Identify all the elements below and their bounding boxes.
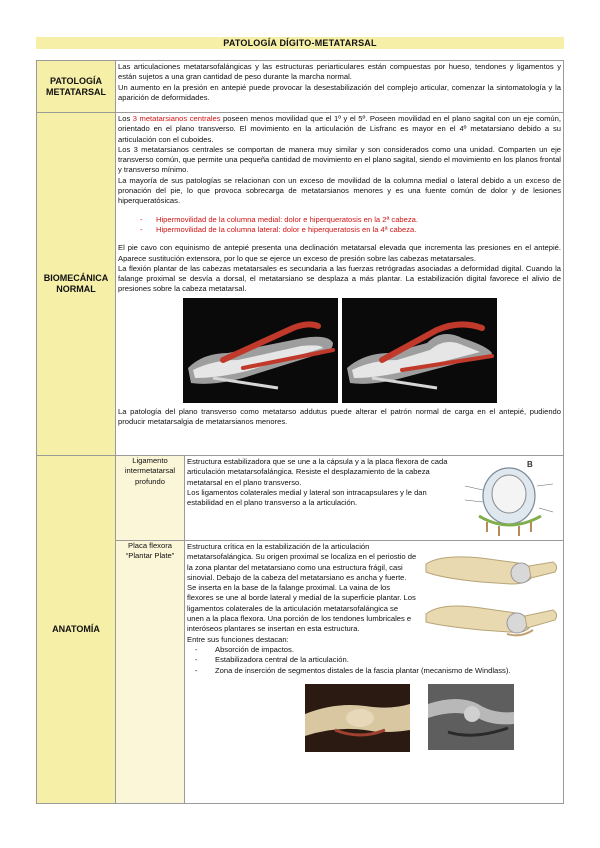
functions-list xyxy=(187,645,561,676)
figure-letter: B xyxy=(527,460,533,469)
list-item: - Zona de inserción de segmentos distales de la fascia plantar (mecanismo de Windlass). xyxy=(209,666,561,676)
paragraph: El pie cavo con equinismo de antepié presenta una declinación metatarsal elevada que incrementa las presiones en el antepié. Aparece sustitución extensora, por lo que se ejerce un exceso de presión sobre las cabezas metatarsales. xyxy=(118,243,561,263)
list-item: - Hipermovilidad de la columna medial: dolor e hiperqueratosis en la 2ª cabeza. xyxy=(156,215,561,225)
page-title: PATOLOGÍA DÍGITO-METATARSAL xyxy=(36,37,564,49)
paragraph: Los 3 metatarsianos centrales se comportan de manera muy similar y son considerados como una unidad. Comparten un eje transverso común, que permite una pequeña cantidad de movimiento en el plano sagital, siendo el movimiento en los planos frontal y transverso mínimo. xyxy=(118,144,561,175)
paragraph: Las articulaciones metatarsofalángicas y las estructuras periarticulares están compuestas por hueso, tendones y ligamentos y están sujetos a una gran cantidad de peso durante la marcha normal. xyxy=(118,62,561,82)
row-biomecanica xyxy=(37,113,564,456)
red-list xyxy=(118,215,561,236)
sub-label-placa: Placa flexora “Plantar Plate” xyxy=(116,541,185,804)
subrow-placa xyxy=(116,541,563,804)
row-content-anatomia xyxy=(116,456,564,804)
anatomia-subtable xyxy=(116,456,563,803)
mri-image xyxy=(428,684,514,750)
row-content-patologia xyxy=(116,61,564,113)
sub-content-placa xyxy=(185,541,564,804)
subrow-ligamento xyxy=(116,456,563,541)
list-item: - Hipermovilidad de la columna lateral: dolor e hiperqueratosis en la 4ª cabeza. xyxy=(156,225,561,235)
ligament-figure xyxy=(457,456,557,538)
paragraph: Estructura estabilizadora que se une a la cápsula y a la placa flexora de cada articulación metatarsofalángica. Resiste el desplazamiento de la cabeza metatarsal en el plano transverso. xyxy=(187,457,448,487)
highlight-text: 3 metatarsianos centrales xyxy=(132,114,221,123)
row-anatomia xyxy=(37,456,564,804)
paragraph: Los 3 metatarsianos centrales poseen menos movilidad que el 1º y el 5º. Poseen movilidad en el plano sagital con un eje común, orientado en el plano transverso. El movimiento en la articulación de Lisfranc es mayor en el 4º metatarsiano debido a su articulación con el cuboides. xyxy=(118,114,561,144)
content-table xyxy=(36,60,564,804)
anatomy-photos xyxy=(305,684,561,752)
paragraph: La mayoría de sus patologías se relacionan con un exceso de movilidad de la columna medial o lateral debido a un exceso de pronación del pie, lo que provoca sobrecarga de metatarsianos menores y es una fuente común de dolor y de lesiones hiperqueratósicas. xyxy=(118,175,561,206)
paragraph: La patología del plano transverso como metatarso addutus puede alterar el patrón normal de carga en el antepié, pudiendo producir metatarsalgia de metatarsianos menores. xyxy=(118,406,561,427)
foot-images xyxy=(118,298,561,403)
paragraph: Un aumento en la presión en antepié puede provocar la desestabilización del complejo articular, comenzar la sintomatología y la aparición de deformidades. xyxy=(118,82,561,102)
sub-label-ligamento: Ligamento intermetatarsal profundo xyxy=(116,456,185,541)
foot-image-1 xyxy=(183,298,338,403)
list-item: - Absorción de impactos. xyxy=(209,645,561,655)
paragraph: Se inserta en la base de la falange proximal. La vaina de los flexores se une al borde lateral y medial de la superficie plantar. Los ligamentos colaterales de la articulación metatarsofalángica se unen a la placa flexora. Una porción de los tendones lumbricales e interóseos plantares se insertan en esta estructura. xyxy=(187,583,416,634)
paragraph: Entre sus funciones destacan: xyxy=(187,634,289,644)
row-label-patologia: PATOLOGÍA METATARSAL xyxy=(37,61,116,113)
row-content-biomecanica xyxy=(116,113,564,456)
plantar-plate-figure xyxy=(421,544,561,654)
paragraph: Los ligamentos colaterales medial y lateral son intracapsulares y le dan estabilidad en el plano transverso a la articulación. xyxy=(187,487,427,508)
paragraph: La flexión plantar de las cabezas metatarsales es secundaria a las fuerzas retrógradas asociadas a deformidad digital. Cuando la falange proximal se desvía a dorsal, el metatarsiano se desplaza a más plantar. La estabilización digital favorece el alivio de presiones sobre la cabeza metatarsal. xyxy=(118,263,561,294)
row-patologia xyxy=(37,61,564,113)
paragraph: Estructura crítica en la estabilización de la articulación metatarsofalángica. Su origen proximal se localiza en el periostio de la zona plantar del metatarsiano como una estructura frágil, casi sinovial. Debajo de la cabeza del metatarsiano es ancha y fuerte. xyxy=(187,542,417,582)
row-label-anatomia: ANATOMÍA xyxy=(37,456,116,804)
row-label-biomecanica: BIOMECÁNICA NORMAL xyxy=(37,113,116,456)
sub-content-ligamento xyxy=(185,456,564,541)
list-item: - Estabilizadora central de la articulación. xyxy=(209,655,561,665)
dissection-photo xyxy=(305,684,410,752)
foot-image-2 xyxy=(342,298,497,403)
